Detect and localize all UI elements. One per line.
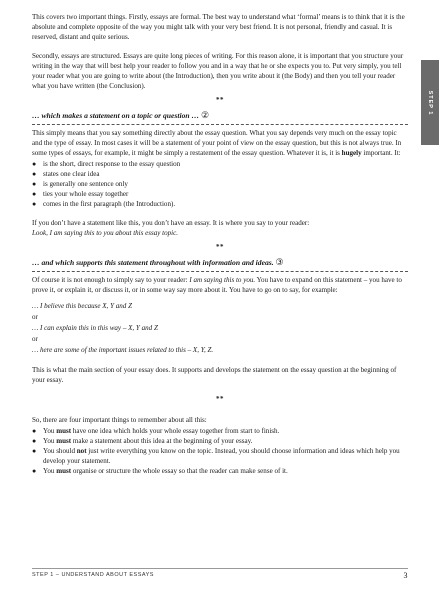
example-line: … I believe this because X, Y and Z — [32, 302, 133, 310]
text-run: You — [43, 427, 57, 435]
list-item — [32, 436, 408, 446]
examples-block — [32, 301, 408, 356]
step-side-tab-label: STEP 1 — [427, 90, 433, 115]
list-item-text: states one clear idea — [43, 170, 100, 178]
bullet-icon: ● — [32, 427, 37, 435]
bullet-icon: ● — [32, 180, 37, 188]
list-item — [32, 189, 408, 199]
example-line: … here are some of the important issues related to this – X, Y, Z. — [32, 346, 214, 354]
statement-bullet-list — [32, 159, 408, 209]
paragraph-structured: Secondly, essays are structured. Essays are quite long pieces of writing. For this reason alone, it is important that you structure your writing in the way that will best help your reader to follow you and in a way that he or she expects you to. Put very simply, you tell your reader what you are going to write about (the Introduction), then you write about it (the Body) and then you tell your reader what you have written (the Conclusion). — [32, 52, 404, 90]
text-run: make a statement about this idea at the beginning of your essay. — [71, 437, 253, 445]
circled-number-3: ③ — [275, 257, 284, 267]
example-line: … I can explain this in this way – X, Y and Z — [32, 324, 158, 332]
list-item — [32, 179, 408, 189]
section-heading-support — [32, 257, 408, 268]
list-item — [32, 199, 408, 209]
heading-text: … and which supports this statement throughout with information and ideas. — [32, 258, 274, 267]
bullet-icon: ● — [32, 447, 37, 455]
page-body — [32, 12, 408, 476]
section-separator: ** — [216, 96, 224, 104]
list-item-text: ties your whole essay together — [43, 190, 129, 198]
section-separator: ** — [216, 243, 224, 251]
bullet-icon: ● — [32, 170, 37, 178]
heading-divider — [32, 124, 408, 125]
list-item — [32, 466, 408, 476]
step-side-tab — [421, 60, 439, 145]
text-run: important. It: — [361, 149, 401, 157]
list-item — [32, 446, 408, 466]
list-item-text: is the short, direct response to the essay question — [43, 160, 181, 168]
or-line: or — [32, 335, 38, 343]
bold-word: must — [56, 467, 72, 475]
heading-text: … which makes a statement on a topic or question … — [32, 111, 200, 120]
paragraph-no-statement: If you don’t have a statement like this, you don’t have an essay. It is where you say to your reader: — [32, 219, 310, 227]
italic-run: I am saying this to you. — [189, 276, 256, 284]
text-run: You should — [43, 447, 77, 455]
paragraph-formal: This covers two important things. Firstly, essays are formal. The best way to understand what ‘formal’ means is to think that it is the absolute and complete opposite of the way you might talk with your very best friend. It is not personal, friendly and casual. It is reserved, distant and quite serious. — [32, 13, 405, 41]
text-run: This simply means that you say something directly about the essay question. What you say depends very much on the essay topic and the type of essay. In most cases it will be a statement of your point of view on the essay question, but this is not always true. In some types of essays, for example, it might be simply a restatement of the essay question. Whatever it is, it is — [32, 129, 402, 157]
quote-line: Look, I am saying this to you about this essay topic. — [32, 229, 179, 237]
text-run: just write everything you know on the topic. Instead, you should choose information and ideas which help you develop your statement. — [43, 447, 400, 465]
paragraph-main-section: This is what the main section of your essay does. It supports and develops the statement on the essay question at the beginning of your essay. — [32, 366, 397, 384]
section-separator: ** — [216, 395, 224, 403]
section-heading-statement — [32, 110, 408, 121]
text-run: You — [43, 437, 57, 445]
paragraph-statement — [32, 128, 408, 158]
summary-bullet-list — [32, 426, 408, 476]
list-item-text: comes in the first paragraph (the Introduction). — [43, 200, 176, 208]
or-line: or — [32, 313, 38, 321]
bullet-icon: ● — [32, 160, 37, 168]
bullet-icon: ● — [32, 200, 37, 208]
circled-number-2: ② — [200, 110, 210, 120]
heading-divider — [32, 271, 408, 272]
page-footer — [32, 568, 408, 578]
list-item-text: is generally one sentence only — [43, 180, 128, 188]
bold-word: hugely — [341, 149, 362, 157]
list-item — [32, 426, 408, 436]
list-item — [32, 169, 408, 179]
text-run: organise or structure the whole essay so that the reader can make sense of it. — [71, 467, 288, 475]
bullet-icon: ● — [32, 437, 37, 445]
page-number: 3 — [403, 571, 408, 580]
bold-word: must — [56, 427, 72, 435]
bullet-icon: ● — [32, 190, 37, 198]
text-run: have one idea which holds your whole essay together from start to finish. — [71, 427, 280, 435]
list-item — [32, 159, 408, 169]
bold-word: not — [76, 447, 87, 455]
paragraph-expand — [32, 275, 408, 295]
text-run: You — [43, 467, 57, 475]
paragraph-summary-intro: So, there are four important things to remember about all this: — [32, 416, 207, 424]
bold-word: must — [56, 437, 72, 445]
bullet-icon: ● — [32, 467, 37, 475]
text-run: You have to expand on this statement – you have to prove it, or explain it, or discuss it, or in some way say more about it. You have to go on to say, for example: — [32, 276, 402, 294]
footer-label: STEP 1 – UNDERSTAND ABOUT ESSAYS — [32, 572, 154, 578]
text-run: Of course it is not enough to simply say to your reader: — [32, 276, 190, 284]
